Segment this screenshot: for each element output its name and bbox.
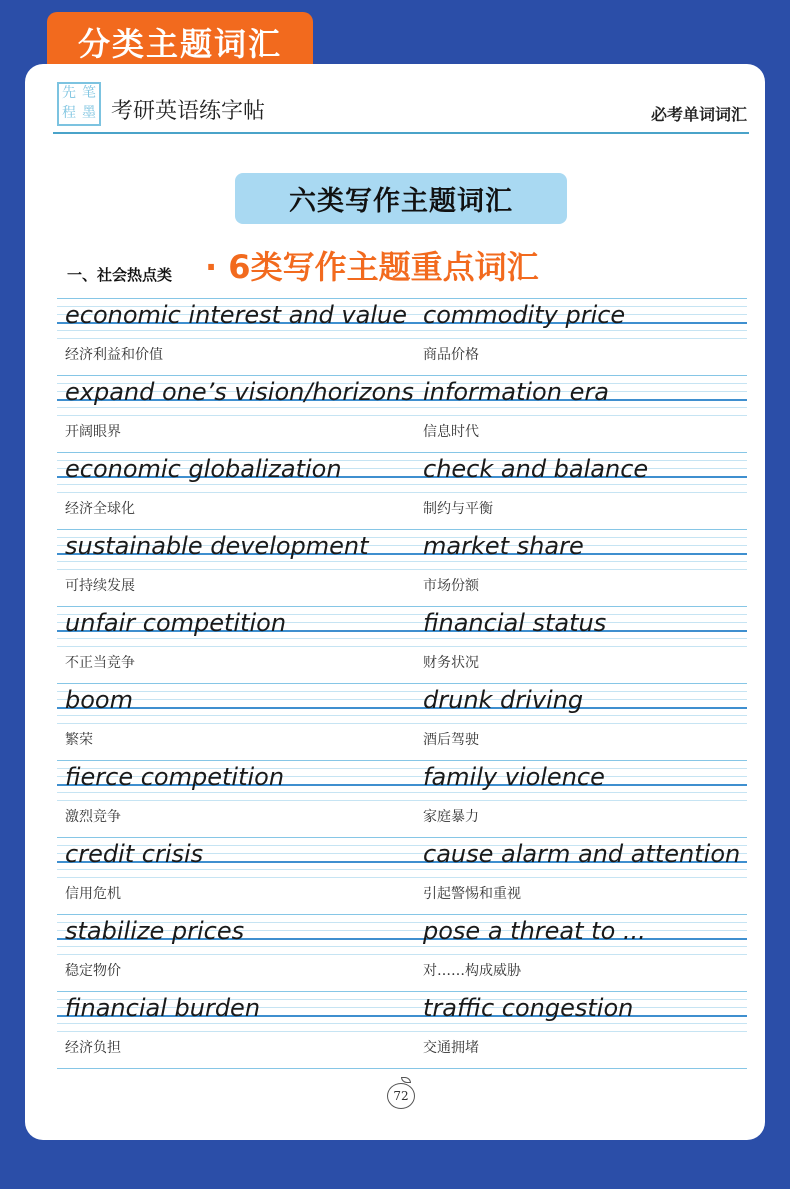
- chinese-translation: 商品价格: [423, 347, 479, 363]
- chinese-translation: 酒后驾驶: [423, 732, 479, 748]
- ruled-line: [57, 691, 747, 692]
- logo-char: 先: [62, 85, 76, 101]
- english-phrase: cause alarm and attention: [423, 840, 741, 868]
- chinese-translation: 引起警惕和重视: [423, 886, 521, 902]
- header-subtitle: 必考单词词汇: [650, 105, 747, 124]
- highlight-caption: · 6类写作主题重点词汇: [205, 248, 539, 286]
- page-number-text: 72: [393, 1089, 409, 1103]
- ruled-line: [57, 529, 747, 530]
- english-phrase: drunk driving: [423, 686, 584, 714]
- ruled-line: [57, 638, 747, 639]
- vocab-row: [57, 294, 747, 371]
- ruled-line: [57, 484, 747, 485]
- vocab-row: [57, 371, 747, 448]
- header-title: 考研英语练字帖: [111, 99, 266, 124]
- ruled-line: [57, 606, 747, 607]
- chinese-translation: 市场份额: [423, 578, 479, 594]
- chinese-translation: 制约与平衡: [423, 501, 493, 517]
- chinese-translation: 财务状况: [423, 655, 479, 671]
- chinese-translation: 激烈竞争: [65, 809, 121, 825]
- english-phrase: information era: [423, 378, 609, 406]
- ruled-line: [57, 760, 747, 761]
- vocab-row: [57, 833, 747, 910]
- chinese-translation: 可持续发展: [65, 578, 135, 594]
- ruled-line: [57, 452, 747, 453]
- ruled-line: [57, 723, 747, 724]
- ruled-line: [57, 914, 747, 915]
- ruled-line: [57, 715, 747, 716]
- chinese-translation: 信用危机: [65, 886, 121, 902]
- page-header: [53, 78, 749, 134]
- english-phrase: fierce competition: [65, 763, 285, 791]
- ruled-line: [57, 561, 747, 562]
- ruled-line: [57, 869, 747, 870]
- english-phrase: expand one’s vision/horizons: [65, 378, 414, 406]
- vocab-row: [57, 756, 747, 833]
- ruled-line: [57, 407, 747, 408]
- vocab-row: [57, 448, 747, 525]
- logo: [57, 82, 101, 126]
- ruled-line: [57, 954, 747, 955]
- english-phrase: commodity price: [423, 301, 626, 329]
- english-phrase: traffic congestion: [423, 994, 634, 1022]
- vocab-row: [57, 679, 747, 756]
- chinese-translation: 交通拥堵: [423, 1040, 479, 1056]
- chinese-translation: 繁荣: [65, 732, 93, 748]
- ruled-line: [57, 683, 747, 684]
- ruled-line: [57, 792, 747, 793]
- ruled-line: [57, 298, 747, 299]
- logo-char: 墨: [82, 105, 96, 121]
- ruled-line: [57, 330, 747, 331]
- english-phrase: sustainable development: [65, 532, 369, 560]
- chinese-translation: 对……构成威胁: [423, 963, 521, 979]
- ruled-line: [57, 569, 747, 570]
- ruled-line: [57, 991, 747, 992]
- ruled-line: [57, 946, 747, 947]
- chinese-translation: 经济利益和价值: [65, 347, 163, 363]
- english-phrase: check and balance: [423, 455, 649, 483]
- chinese-translation: 经济负担: [65, 1040, 121, 1056]
- ruled-line: [57, 375, 747, 376]
- english-phrase: credit crisis: [65, 840, 204, 868]
- section-label: 一、社会热点类: [67, 266, 173, 284]
- chinese-translation: 稳定物价: [65, 963, 121, 979]
- ruled-line: [57, 800, 747, 801]
- ruled-line: [57, 646, 747, 647]
- english-phrase: financial burden: [65, 994, 261, 1022]
- logo-char: 笔: [82, 85, 96, 101]
- chinese-translation: 经济全球化: [65, 501, 135, 517]
- page-title: 六类写作主题词汇: [235, 173, 567, 224]
- ruled-line: [57, 837, 747, 838]
- ruled-line: [57, 1031, 747, 1032]
- vocab-row: [57, 910, 747, 987]
- english-phrase: economic globalization: [65, 455, 342, 483]
- logo-char: 程: [62, 105, 76, 121]
- english-phrase: pose a threat to ...: [423, 917, 646, 945]
- vocab-row: [57, 525, 747, 602]
- ruled-line: [57, 415, 747, 416]
- ruled-line: [57, 707, 747, 709]
- chinese-translation: 开阔眼界: [65, 424, 121, 440]
- ruled-line: [57, 338, 747, 339]
- page-number: [387, 1079, 415, 1109]
- apple-icon: [387, 1083, 415, 1109]
- english-phrase: economic interest and value: [65, 301, 407, 329]
- ruled-line: [57, 492, 747, 493]
- ruled-line: [57, 877, 747, 878]
- english-phrase: stabilize prices: [65, 917, 245, 945]
- english-phrase: market share: [423, 532, 584, 560]
- english-phrase: unfair competition: [65, 609, 287, 637]
- category-tab: 分类主题词汇: [47, 12, 313, 72]
- ruled-line: [57, 699, 747, 700]
- english-phrase: financial status: [423, 609, 607, 637]
- ruled-line: [57, 1023, 747, 1024]
- vocab-row: [57, 987, 747, 1064]
- vocab-row: [57, 602, 747, 679]
- chinese-translation: 家庭暴力: [423, 809, 479, 825]
- chinese-translation: 不正当竞争: [65, 655, 135, 671]
- english-phrase: family violence: [423, 763, 605, 791]
- chinese-translation: 信息时代: [423, 424, 479, 440]
- ruled-line: [57, 1068, 747, 1069]
- english-phrase: boom: [65, 686, 133, 714]
- page-card: [25, 64, 765, 1140]
